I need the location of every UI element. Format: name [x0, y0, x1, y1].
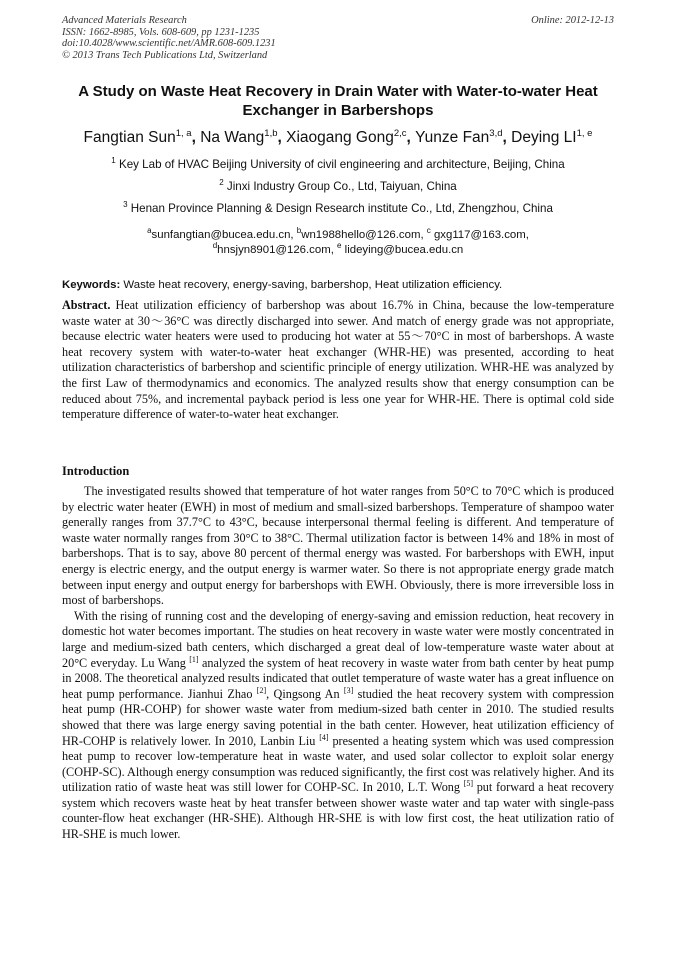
affiliation-text: Key Lab of HVAC Beijing University of civil engineering and architecture, Beijing, China [118, 158, 565, 171]
journal-name: Advanced Materials Research [62, 15, 187, 26]
author-name: Na Wang [200, 129, 265, 146]
paper-title: A Study on Waste Heat Recovery in Drain Water with Water-to-water Heat Exchanger in Barbershops [78, 83, 598, 119]
intro-text: presented a heating system which was used compression heat pump to recover low-temperature heat in waste water, and used solar collector to exploit solar energy (COHP-SC). Although energy consumption was reduced significantly, the first cost was relatively higher. And its utilization ratio of waste heat was still lower for COHP-SC. In 2010, L.T. Wong [62, 733, 614, 795]
affiliation-text: Jinxi Industry Group Co., Ltd, Taiyuan, China [226, 180, 457, 193]
citation[interactable]: [5] [463, 779, 474, 789]
email-list [62, 228, 614, 258]
intro-text: put forward a heat recovery system which recovers waste heat by heat transfer between shower waste water and tap water with single-pass counter-flow heat exchanger (HR-SHE). Although HR-SHE is with low first cost, the heat utilization ratio of HR-SHE is much lower. [62, 780, 614, 842]
email-sep: , [420, 229, 427, 241]
author-sup: 1, a [175, 128, 192, 139]
affiliation-text: Henan Province Planning & Design Research institute Co., Ltd, Zhengzhou, China [130, 202, 553, 215]
author-name: Yunze Fan [415, 129, 490, 146]
email-sep: , [330, 244, 338, 256]
email-link[interactable]: gxg117@163.com [433, 229, 526, 241]
intro-text: With the rising of running cost and the developing of energy-saving and emission reduction, heat recovery in domestic hot water becomes important. The studies on heat recovery in waste water were mostly concentrated in large and medium-sized bath centers, which discharged a great deal of low-temperature waste water about at 20°C everyday. Lu Wang [62, 608, 614, 670]
intro-text: , Qingsong An [266, 686, 344, 701]
author-sup: 1, e [576, 128, 593, 139]
citation[interactable]: [1] [189, 654, 199, 664]
keywords-line [62, 278, 614, 292]
author-sep: , [191, 129, 201, 146]
affiliation-1 [62, 158, 614, 172]
email-sep: , [525, 229, 529, 241]
intro-paragraph-2 [62, 609, 614, 843]
author-sup: 2,c [393, 128, 407, 139]
author-list [62, 128, 614, 148]
email-sep: , [290, 229, 297, 241]
abstract [62, 298, 614, 423]
author-sep: , [406, 129, 416, 146]
email-sup: c [426, 226, 431, 235]
citation[interactable]: [4] [319, 732, 329, 742]
online-date: Online: 2012-12-13 [531, 15, 614, 26]
author-sup: 1,b [264, 128, 278, 139]
author-sup: 3,d [489, 128, 503, 139]
intro-paragraph-1: The investigated results showed that temperature of hot water ranges from 50°C to 70°C which is produced by electric water heater (EWH) in most of medium and small-sized barbershops. Temperature of shampoo water generally ranges from 37.7°C to 43°C, because interpersonal thermal feeling is different. And temperature of waste water normally ranges from 30°C to 38°C. Thermal utilization factor is between 14% and 18% in most of barbershops. That is to say, above 80 percent of thermal energy was wasted. For barbershops with EWH, input energy is electric energy, and the output energy is warmer water. So there is not appropriate energy grade match between input energy and output energy for barbershops with EWH. Obviously, there is more irreversible loss in most of barbershops. [62, 484, 614, 608]
author-sep: , [502, 129, 512, 146]
abstract-label: Abstract. [62, 298, 111, 312]
email-link[interactable]: wn1988hello@126.com [301, 229, 421, 241]
email-link[interactable]: lideying@bucea.edu.cn [344, 244, 464, 256]
email-sup: a [147, 226, 152, 235]
abstract-text: Heat utilization efficiency of barbershop was about 16.7% in China, because the low-temperature waste water at 30～36°C was directly discharged into sewer. And match of energy grade was not appropriate, because electric water heaters were used to producing hot water at 55～70°C in most of barbershops. A waste heat recovery system with water-to-water heat exchanger (WHR-HE) was presented, according to heat utilization characteristics of barbershop and scientific principle of energy utilization. WHR-HE was analyzed by the first Law of thermodynamics and economics. The analyzed results show that energy consumption can be reduced about 75%, and incremental payback period is less one year for WHR-HE. There is optimal cold side temperature difference of water-to-water heat exchanger. [62, 298, 615, 422]
intro-text: analyzed the system of heat recovery in waste water from bath center by heat pump in 2008. The theoretical analyzed results indicated that outlet temperature of waste water has a great influence on heat pump performance. Jianhui Zhao [62, 655, 614, 701]
email-link[interactable]: hnsjyn8901@126.com [217, 244, 331, 256]
email-link[interactable]: sunfangtian@bucea.edu.cn [151, 229, 291, 241]
copyright-line: © 2013 Trans Tech Publications Ltd, Switzerland [62, 49, 268, 61]
intro-text: studied the heat recovery system with compression heat pump (HR-COHP) for shower waste water from medium-sized bath center in 2010. The studied results showed that there was large energy saving potential in the bath center. However, heat utilization efficiency of HR-COHP is relatively lower. In 2010, Lanbin Liu [62, 686, 614, 748]
author-name: Xiaogang Gong [286, 129, 394, 146]
keywords-label: Keywords: [62, 279, 121, 291]
author-name: Fangtian Sun [83, 129, 176, 146]
affiliation-2 [62, 180, 614, 194]
affiliation-sup: 2 [219, 178, 224, 187]
author-sep: , [277, 129, 287, 146]
affiliation-3 [62, 202, 614, 216]
email-sup: d [212, 241, 218, 250]
citation[interactable]: [3] [343, 685, 354, 695]
doi-line: doi:10.4028/www.scientific.net/AMR.608-609.1231 [62, 38, 276, 50]
journal-header [62, 15, 614, 61]
citation[interactable]: [2] [256, 685, 267, 695]
section-heading: Introduction [62, 464, 130, 478]
affiliation-sup: 1 [111, 156, 116, 165]
email-sup: e [337, 241, 342, 250]
author-name: Deying LI [511, 129, 577, 146]
affiliation-sup: 3 [123, 200, 128, 209]
introduction-body [62, 484, 614, 843]
issn-line: ISSN: 1662-8985, Vols. 608-609, pp 1231-1235 [62, 26, 260, 38]
email-sup: b [296, 226, 302, 235]
keywords-text: Waste heat recovery, energy-saving, barbershop, Heat utilization efficiency. [123, 279, 503, 291]
